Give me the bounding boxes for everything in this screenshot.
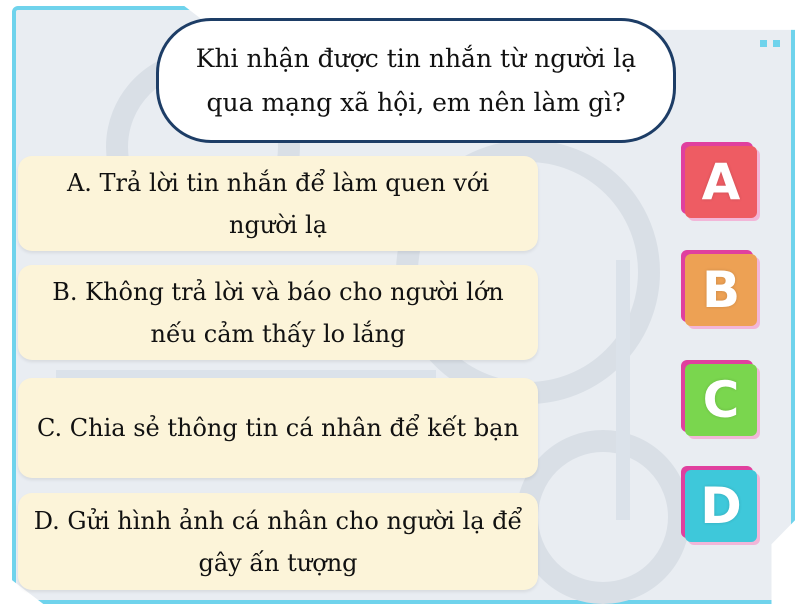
option-b-text: B. Không trả lời và báo cho người lớn nếu cảm thấy lo lắng (52, 277, 504, 348)
option-b[interactable] (18, 265, 538, 360)
answer-button-b[interactable] (685, 254, 757, 326)
gear-decoration (516, 430, 690, 604)
letter-b: B (701, 261, 741, 319)
option-d-text: D. Gửi hình ảnh cá nhân cho người lạ để gây ấn tượng (33, 506, 523, 577)
question-text: Khi nhận được tin nhắn từ người lạ qua mạng xã hội, em nên làm gì? (195, 43, 637, 117)
answer-button-d[interactable] (685, 470, 757, 542)
circuit-line (616, 260, 630, 520)
corner-square (760, 40, 767, 47)
option-a[interactable] (18, 156, 538, 251)
answer-button-a[interactable] (685, 146, 757, 218)
option-c[interactable] (18, 378, 538, 478)
option-d[interactable] (18, 493, 538, 590)
letter-a: A (701, 153, 741, 211)
corner-square (773, 40, 780, 47)
letter-d: D (700, 477, 742, 535)
answer-button-c[interactable] (685, 364, 757, 436)
option-a-text: A. Trả lời tin nhắn để làm quen với người lạ (66, 168, 490, 239)
letter-c: C (702, 371, 740, 429)
question-bubble (156, 18, 676, 143)
option-c-text: C. Chia sẻ thông tin cá nhân để kết bạn (37, 414, 519, 442)
